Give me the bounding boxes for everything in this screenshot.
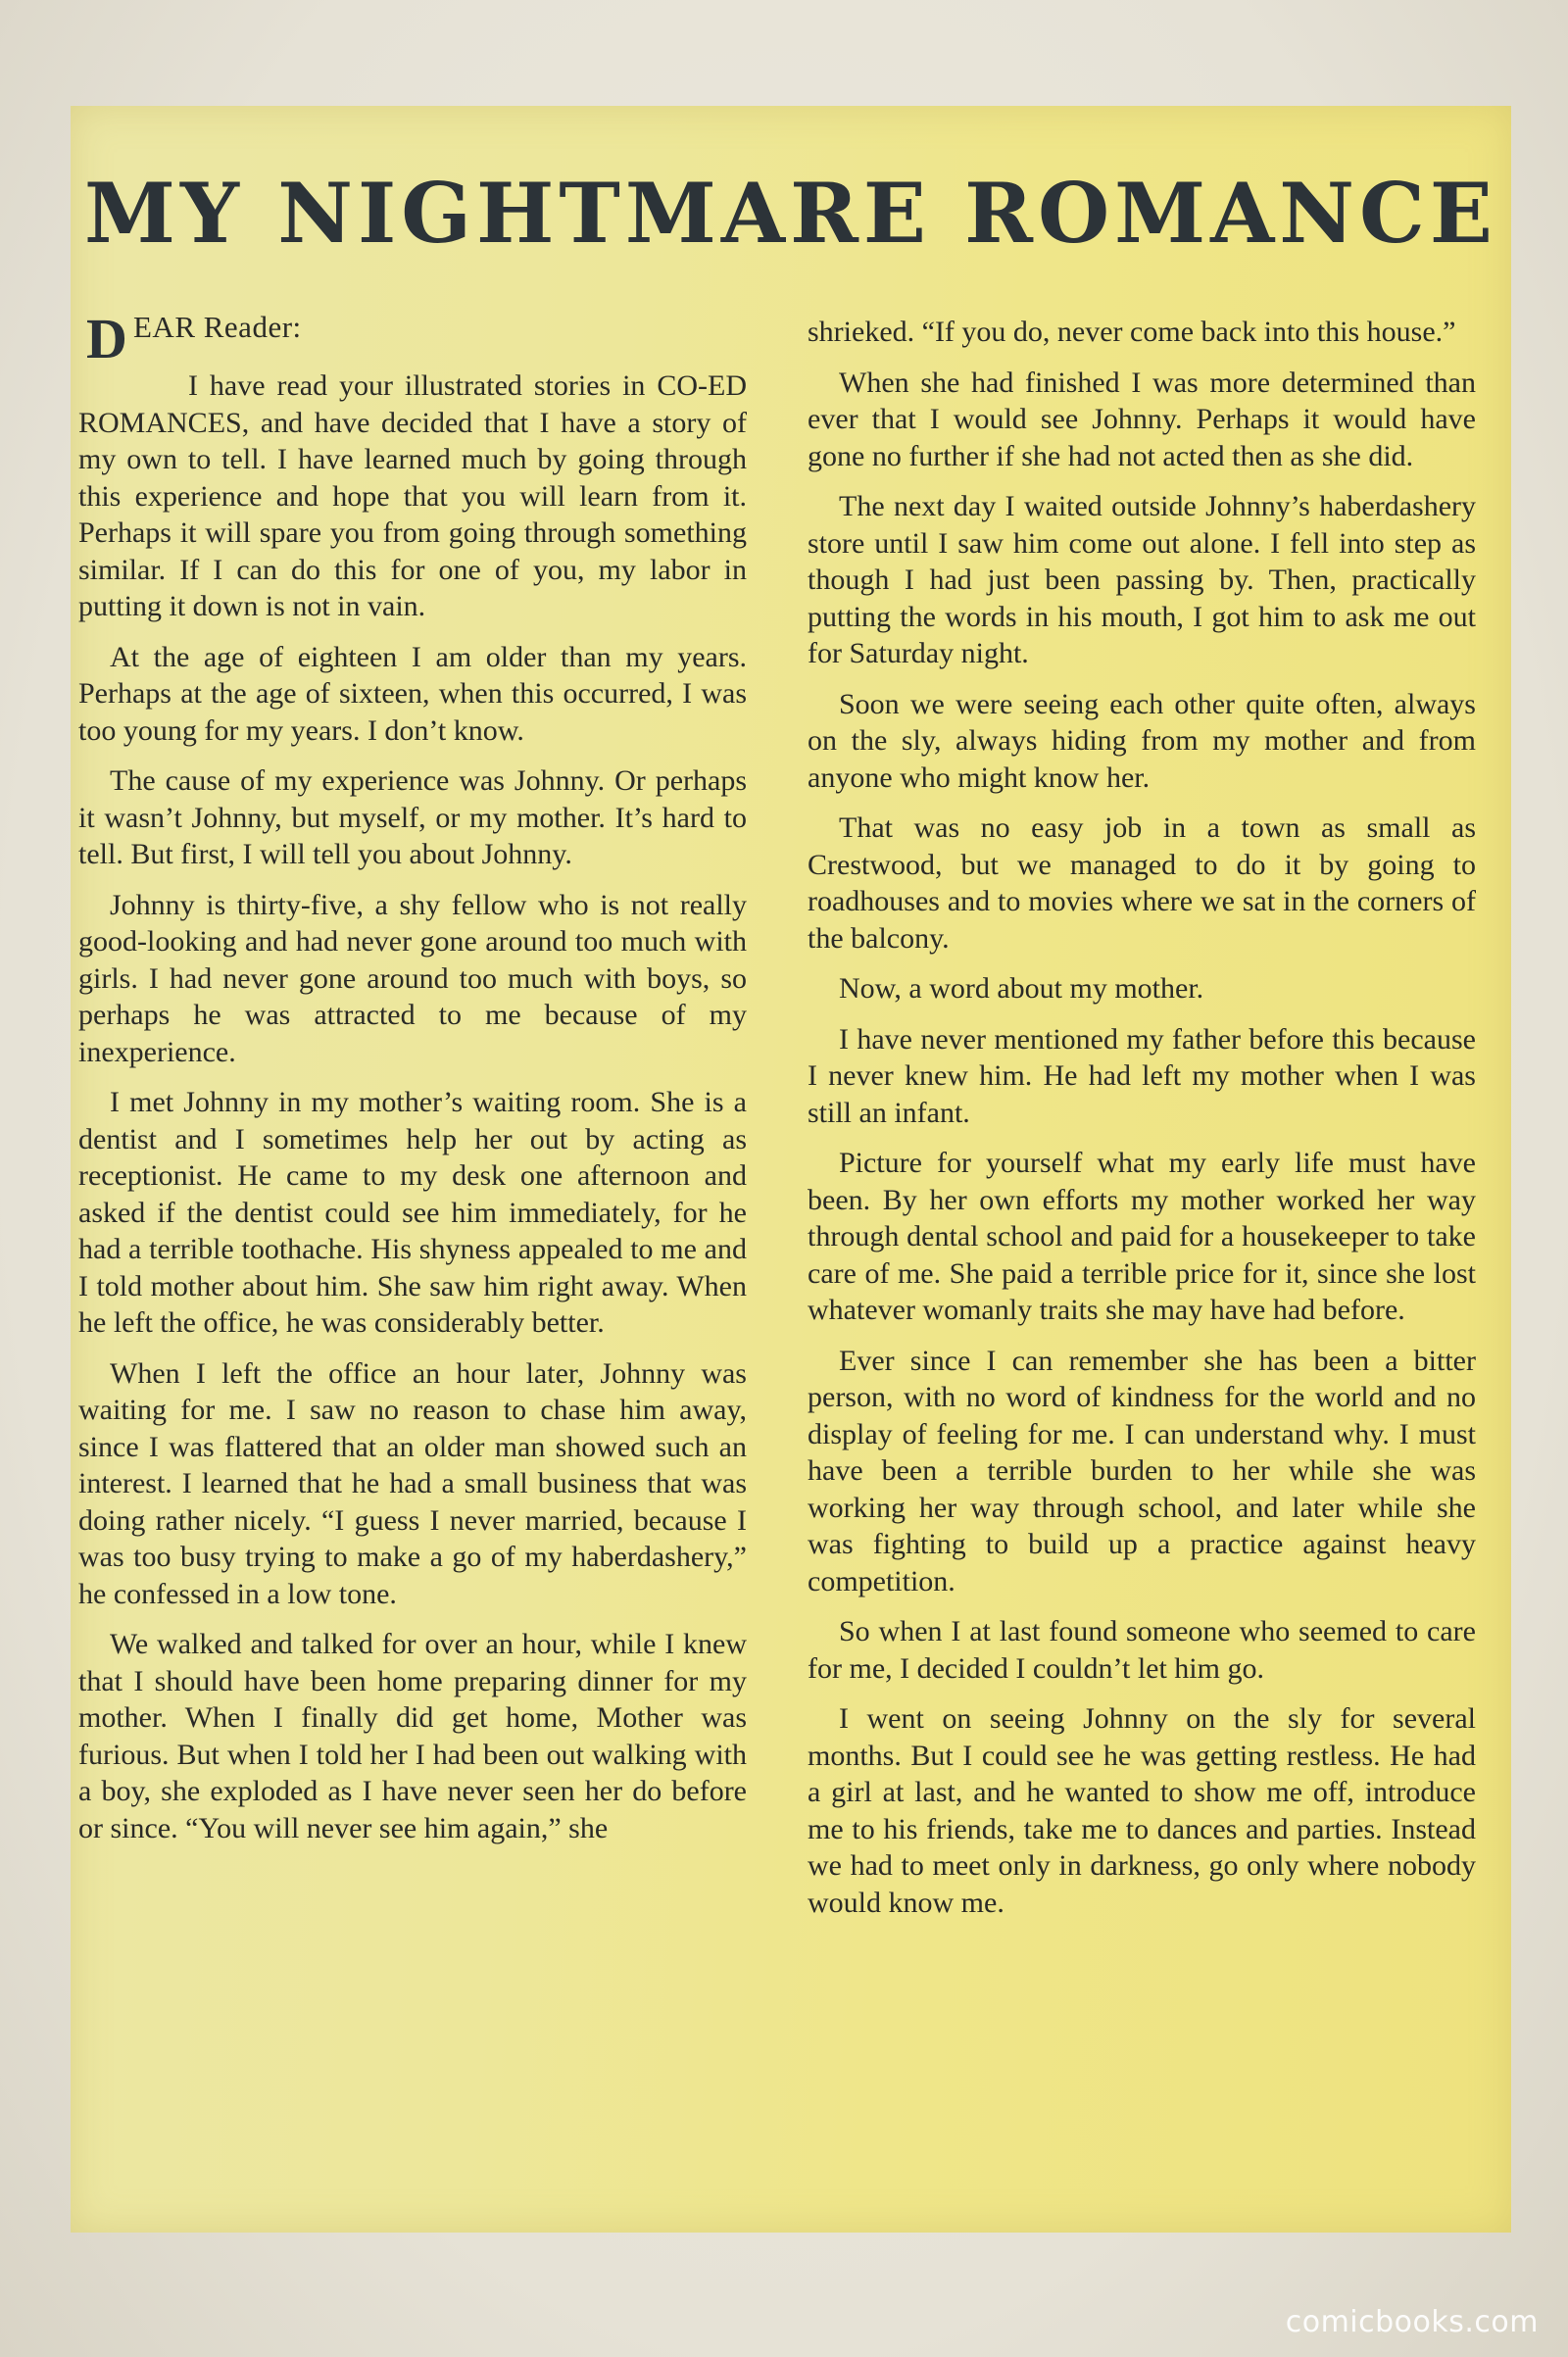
paragraph: We walked and talked for over an hour, while I knew that I should have been home preparing dinner for my mother. When I finally did get home, Mother was furious. But when I told her I had been out walking with a boy, she exploded as I have never seen her do before or since. “You will never see him again,” she bbox=[78, 1628, 747, 1844]
paragraph-continuation: shrieked. “If you do, never come back into this house.” bbox=[808, 316, 1456, 348]
salutation-text: EAR Reader: bbox=[133, 310, 302, 344]
paragraph: When I left the office an hour later, Johnny was waiting for me. I saw no reason to chase him away, since I was flattered that an older man showed such an interest. I learned that he had a small business that was doing rather nicely. “I guess I never married, because I was too busy trying to make a go of my haberdashery,” he confessed in a low tone. bbox=[78, 1356, 747, 1610]
paragraph: I went on seeing Johnny on the sly for several months. But I could see he was getting restless. He had a girl at last, and he wanted to show me off, introduce me to his friends, take me to dances and parties. Instead we had to meet only in darkness, go only where nobody would know me. bbox=[808, 1702, 1476, 1919]
paragraph: So when I at last found someone who seemed to care for me, I decided I couldn’t let him go. bbox=[808, 1615, 1476, 1685]
paragraph: Soon we were seeing each other quite often, always on the sly, always hiding from my mother and from anyone who might know her. bbox=[808, 687, 1476, 794]
paragraph: I have read your illustrated stories in CO-ED ROMANCES, and have decided that I have a story of my own to tell. I have learned much by going through this experience and hope that you will learn from it. Perhaps it will spare you from going through something similar. If I can do this for one of you, my labor in putting it down is not in vain. bbox=[78, 369, 747, 622]
paragraph: Ever since I can remember she has been a bitter person, with no word of kindness for the world and no display of feeling for me. I can understand why. I must have been a terrible burden to her while she was working her way through school, and later while she was fighting to build up a practice against heavy competition. bbox=[808, 1344, 1476, 1597]
salutation bbox=[78, 307, 747, 370]
right-column bbox=[808, 314, 1476, 1935]
site-watermark: comicbooks.com bbox=[1285, 2305, 1539, 2339]
paragraph: That was no easy job in a town as small as Crestwood, but we managed to do it by going to roadhouses and to movies where we sat in the corners of the balcony. bbox=[808, 811, 1476, 955]
page-title: MY NIGHTMARE ROMANCE bbox=[84, 165, 1497, 262]
paragraph: I met Johnny in my mother’s waiting room. She is a dentist and I sometimes help her out by acting as receptionist. He came to my desk one afternoon and asked if the dentist could see him immediately, for he had a terrible toothache. His shyness appealed to me and I told mother about him. She saw him right away. When he left the office, he was considerably better. bbox=[78, 1086, 747, 1339]
paragraph: The cause of my experience was Johnny. Or perhaps it wasn’t Johnny, but myself, or my mother. It’s hard to tell. But first, I will tell you about Johnny. bbox=[78, 764, 747, 870]
story-panel bbox=[71, 106, 1511, 2233]
paragraph: The next day I waited outside Johnny’s haberdashery store until I saw him come out alone. I fell into step as though I had just been passing by. Then, practically putting the words in his mouth, I got him to ask me out for Saturday night. bbox=[808, 490, 1476, 669]
paragraph: I have never mentioned my father before this because I never knew him. He had left my mother when I was still an infant. bbox=[808, 1022, 1476, 1129]
paragraph: When she had finished I was more determined than ever that I would see Johnny. Perhaps it would have gone no further if she had not acted then as she did. bbox=[808, 366, 1476, 472]
left-column bbox=[78, 307, 747, 1860]
paragraph: Johnny is thirty-five, a shy fellow who is not really good-looking and had never gone around too much with girls. I had never gone around too much with boys, so perhaps he was attracted to me because of my inexperience. bbox=[78, 888, 747, 1068]
paragraph: Now, a word about my mother. bbox=[839, 972, 1204, 1005]
paragraph: Picture for yourself what my early life must have been. By her own efforts my mother worked her way through dental school and paid for a housekeeper to take care of me. She paid a terrible price for it, since she lost whatever womanly traits she may have had before. bbox=[808, 1147, 1476, 1326]
paragraph: At the age of eighteen I am older than my years. Perhaps at the age of sixteen, when this occurred, I was too young for my years. I don’t know. bbox=[78, 640, 747, 747]
drop-cap: D bbox=[86, 307, 127, 370]
